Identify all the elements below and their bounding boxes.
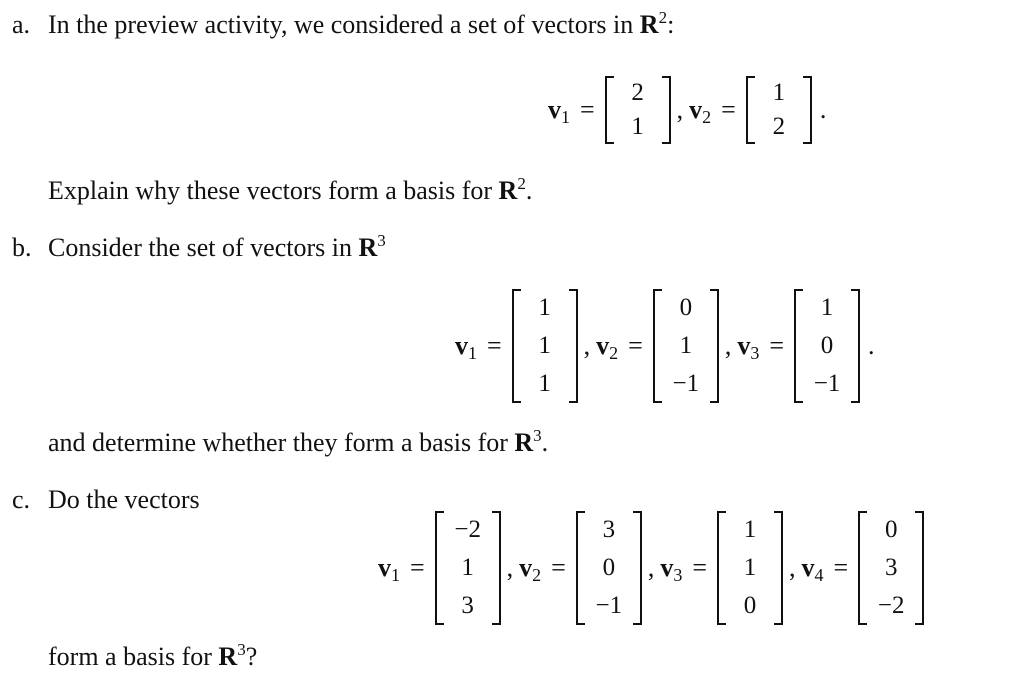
- period: .: [868, 331, 875, 360]
- part-c-v3-name: $v_3$: [660, 553, 683, 585]
- part-b-v2-vector: [653, 289, 719, 403]
- part-b-label: b.: [12, 233, 32, 262]
- part-b-v3-name: $v_3$: [737, 331, 760, 363]
- matrix-entry: 1: [631, 113, 644, 140]
- matrix-entry: 1: [538, 294, 551, 321]
- equals-sign: =: [628, 331, 643, 360]
- matrix-entry: 2: [631, 79, 644, 106]
- equals-sign: =: [769, 331, 785, 360]
- matrix-entry: 0: [679, 294, 693, 321]
- part-a-follow-space: R: [498, 176, 518, 205]
- matrix-entry: 0: [743, 592, 757, 619]
- matrix-entry: 3: [884, 554, 898, 581]
- matrix-entry: −1: [672, 370, 700, 397]
- part-a-tail: :: [667, 10, 675, 39]
- part-a-equation: [548, 76, 826, 144]
- part-c-v4-name: $v_4$: [801, 553, 824, 585]
- period: .: [819, 95, 827, 124]
- matrix-entry: 1: [538, 370, 551, 397]
- equals-sign: =: [410, 553, 425, 582]
- matrix-entry: 1: [743, 554, 757, 581]
- part-a-space: R: [639, 10, 659, 39]
- comma: ,: [647, 553, 655, 582]
- part-a-follow-exp: 2: [517, 174, 526, 193]
- matrix-entry: 0: [884, 516, 898, 543]
- matrix-entry: −1: [813, 370, 841, 397]
- part-b-v1-name: $v_1$: [455, 331, 477, 363]
- matrix-entry: −2: [454, 516, 481, 543]
- matrix-entry: 1: [743, 516, 757, 543]
- comma: ,: [724, 331, 732, 360]
- part-c-v2-vector: [576, 511, 642, 625]
- part-c-v4-vector: [858, 511, 924, 625]
- part-c-label: c.: [12, 485, 31, 514]
- part-a-v1-vector: [605, 76, 671, 144]
- matrix-entry: 1: [772, 79, 786, 106]
- part-b-space: R: [358, 233, 378, 262]
- part-a-text: In the preview activity, we considered a set of vectors in: [48, 10, 640, 39]
- matrix-entry: 1: [461, 554, 474, 581]
- part-c-follow-space: R: [218, 642, 238, 671]
- part-c-follow-exp: 3: [237, 640, 246, 659]
- matrix-entry: 0: [602, 554, 616, 581]
- part-a-follow: [48, 176, 532, 206]
- matrix-entry: −2: [877, 592, 905, 619]
- part-b-prompt: [48, 233, 386, 263]
- matrix-entry: 3: [602, 516, 616, 543]
- part-b-exp: 3: [377, 231, 386, 250]
- part-c-prompt: Do the vectors: [48, 485, 200, 514]
- part-a-follow-text: Explain why these vectors form a basis for: [48, 176, 499, 205]
- part-a-v2-vector: [746, 76, 812, 144]
- comma: ,: [583, 331, 591, 360]
- part-b-equation: [455, 289, 875, 403]
- part-a-follow-tail: .: [525, 176, 533, 205]
- part-a-label: a.: [12, 10, 31, 39]
- part-b-v3-vector: [794, 289, 860, 403]
- comma: ,: [676, 95, 684, 124]
- matrix-entry: 1: [538, 332, 551, 359]
- part-b-follow-text: and determine whether they form a basis for: [48, 428, 515, 457]
- part-c-v3-vector: [717, 511, 783, 625]
- part-a-v1-name: $v_1$: [548, 95, 570, 127]
- matrix-entry: 3: [461, 592, 474, 619]
- part-a-v2-name: $v_2$: [689, 95, 712, 127]
- part-b-follow-space: R: [514, 428, 534, 457]
- part-b-v1-vector: [512, 289, 578, 403]
- equals-sign: =: [580, 95, 595, 124]
- part-a-prompt: [48, 10, 674, 40]
- part-c-follow-tail: ?: [245, 642, 258, 671]
- part-c-follow: [48, 642, 257, 672]
- part-b-follow: [48, 428, 548, 458]
- part-c-v1-vector: [435, 511, 501, 625]
- part-b-follow-exp: 3: [533, 426, 542, 445]
- equals-sign: =: [551, 553, 566, 582]
- part-b-text: Consider the set of vectors in: [48, 233, 359, 262]
- comma: ,: [506, 553, 514, 582]
- part-b-follow-tail: .: [541, 428, 549, 457]
- equals-sign: =: [487, 331, 502, 360]
- part-c-follow-text: form a basis for: [48, 642, 219, 671]
- matrix-entry: −1: [595, 592, 623, 619]
- equals-sign: =: [692, 553, 708, 582]
- matrix-entry: 1: [679, 332, 693, 359]
- part-c-v2-name: $v_2$: [519, 553, 542, 585]
- equals-sign: =: [833, 553, 849, 582]
- matrix-entry: 2: [772, 113, 786, 140]
- part-a-exp: 2: [658, 8, 668, 27]
- part-c-equation: [378, 511, 924, 625]
- matrix-entry: 1: [820, 294, 834, 321]
- part-c-v1-name: $v_1$: [378, 553, 400, 585]
- matrix-entry: 0: [820, 332, 834, 359]
- part-b-v2-name: $v_2$: [596, 331, 619, 363]
- comma: ,: [789, 553, 796, 582]
- equals-sign: =: [721, 95, 736, 124]
